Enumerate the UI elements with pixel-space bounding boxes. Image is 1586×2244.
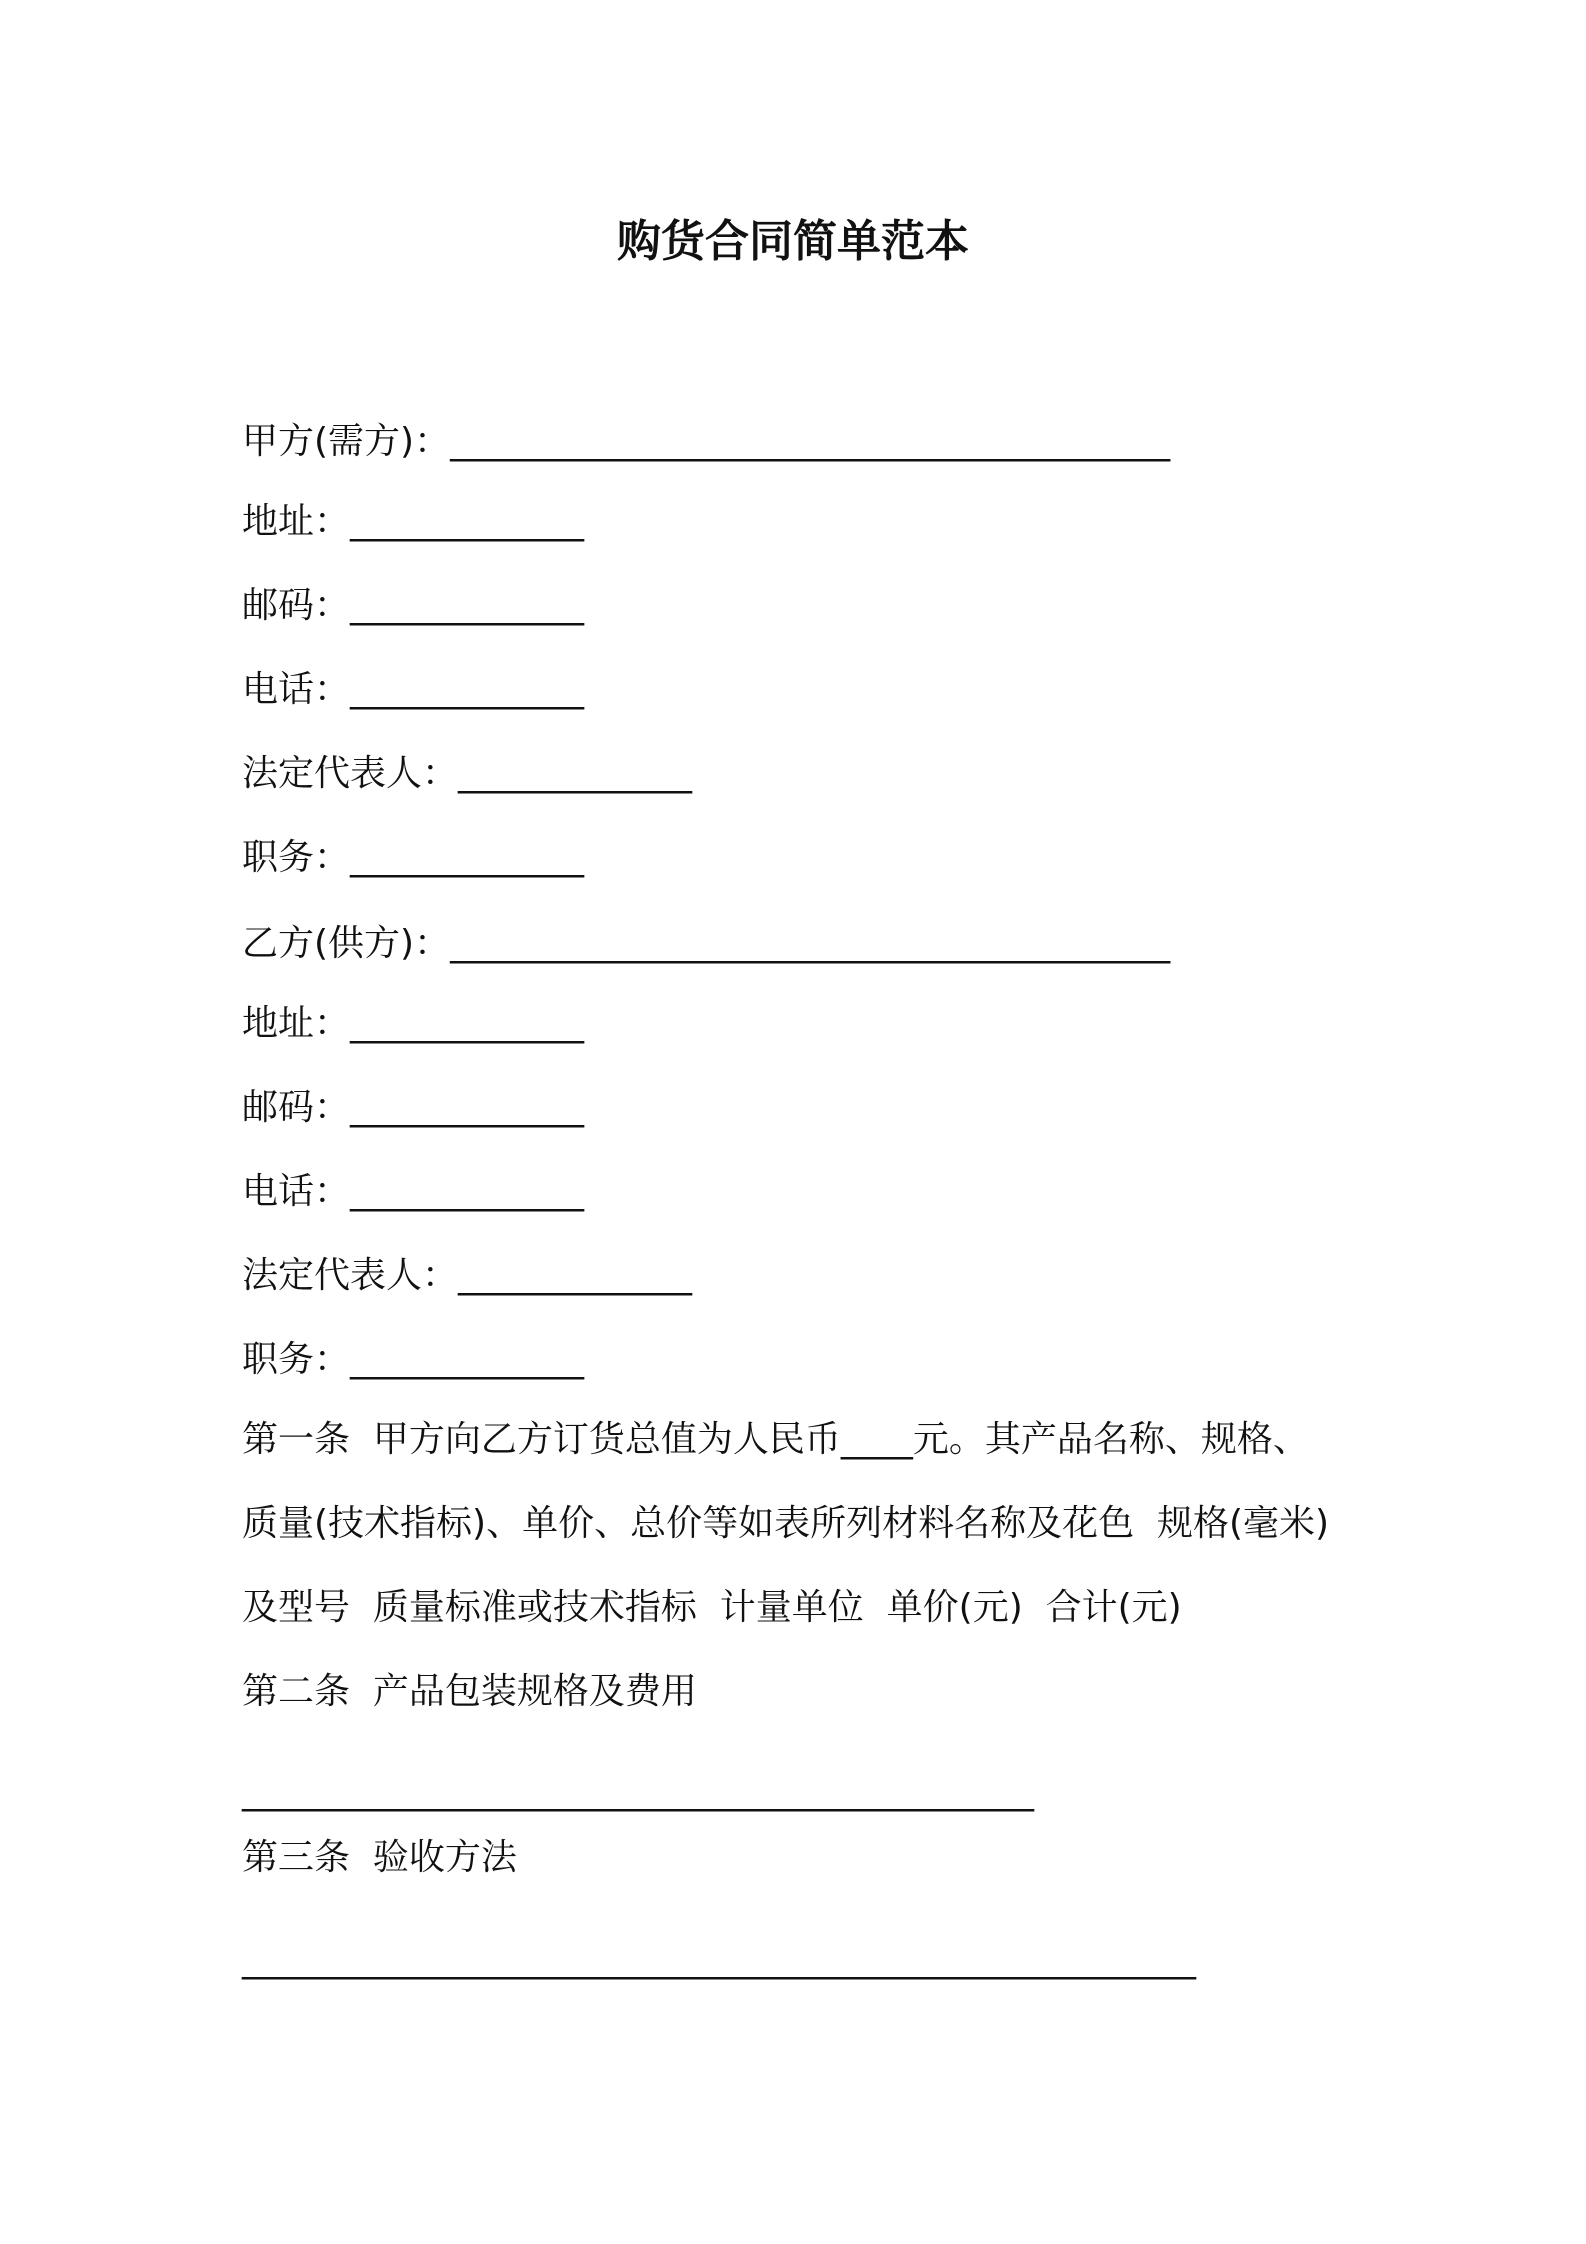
article-3-heading: 第三条 验收方法 <box>242 1837 517 1878</box>
article-2-heading: 第二条 产品包装规格及费用 <box>242 1671 697 1712</box>
article-1-line-3: 及型号 质量标准或技术指标 计量单位 单价(元) 合计(元) <box>242 1587 1182 1628</box>
article-3-blank: _____________________________________________________ <box>242 1939 1196 1980</box>
party-b-phone: 电话：_____________ <box>242 1171 585 1212</box>
party-b-address: 地址：_____________ <box>242 1003 585 1044</box>
party-b-postcode: 邮码：_____________ <box>242 1087 585 1128</box>
party-a-legal-rep: 法定代表人：_____________ <box>242 753 693 794</box>
article-2-blank: ____________________________________________ <box>242 1771 1034 1812</box>
party-a-address: 地址：_____________ <box>242 501 585 542</box>
party-b-legal-rep: 法定代表人：_____________ <box>242 1255 693 1296</box>
party-a-postcode: 邮码：_____________ <box>242 585 585 626</box>
document-title: 购货合同简单范本 <box>617 216 969 267</box>
party-a-position: 职务：_____________ <box>242 837 585 878</box>
party-a-phone: 电话：_____________ <box>242 669 585 710</box>
party-b-header: 乙方(供方)：________________________________________ <box>242 923 1171 964</box>
party-a-header: 甲方(需方)：________________________________________ <box>242 421 1171 462</box>
article-1-line-2: 质量(技术指标)、单价、总价等如表所列材料名称及花色 规格(毫米) <box>242 1503 1330 1544</box>
party-b-position: 职务：_____________ <box>242 1339 585 1380</box>
article-1-line-1: 第一条 甲方向乙方订货总值为人民币____元。其产品名称、规格、 <box>242 1419 1309 1460</box>
